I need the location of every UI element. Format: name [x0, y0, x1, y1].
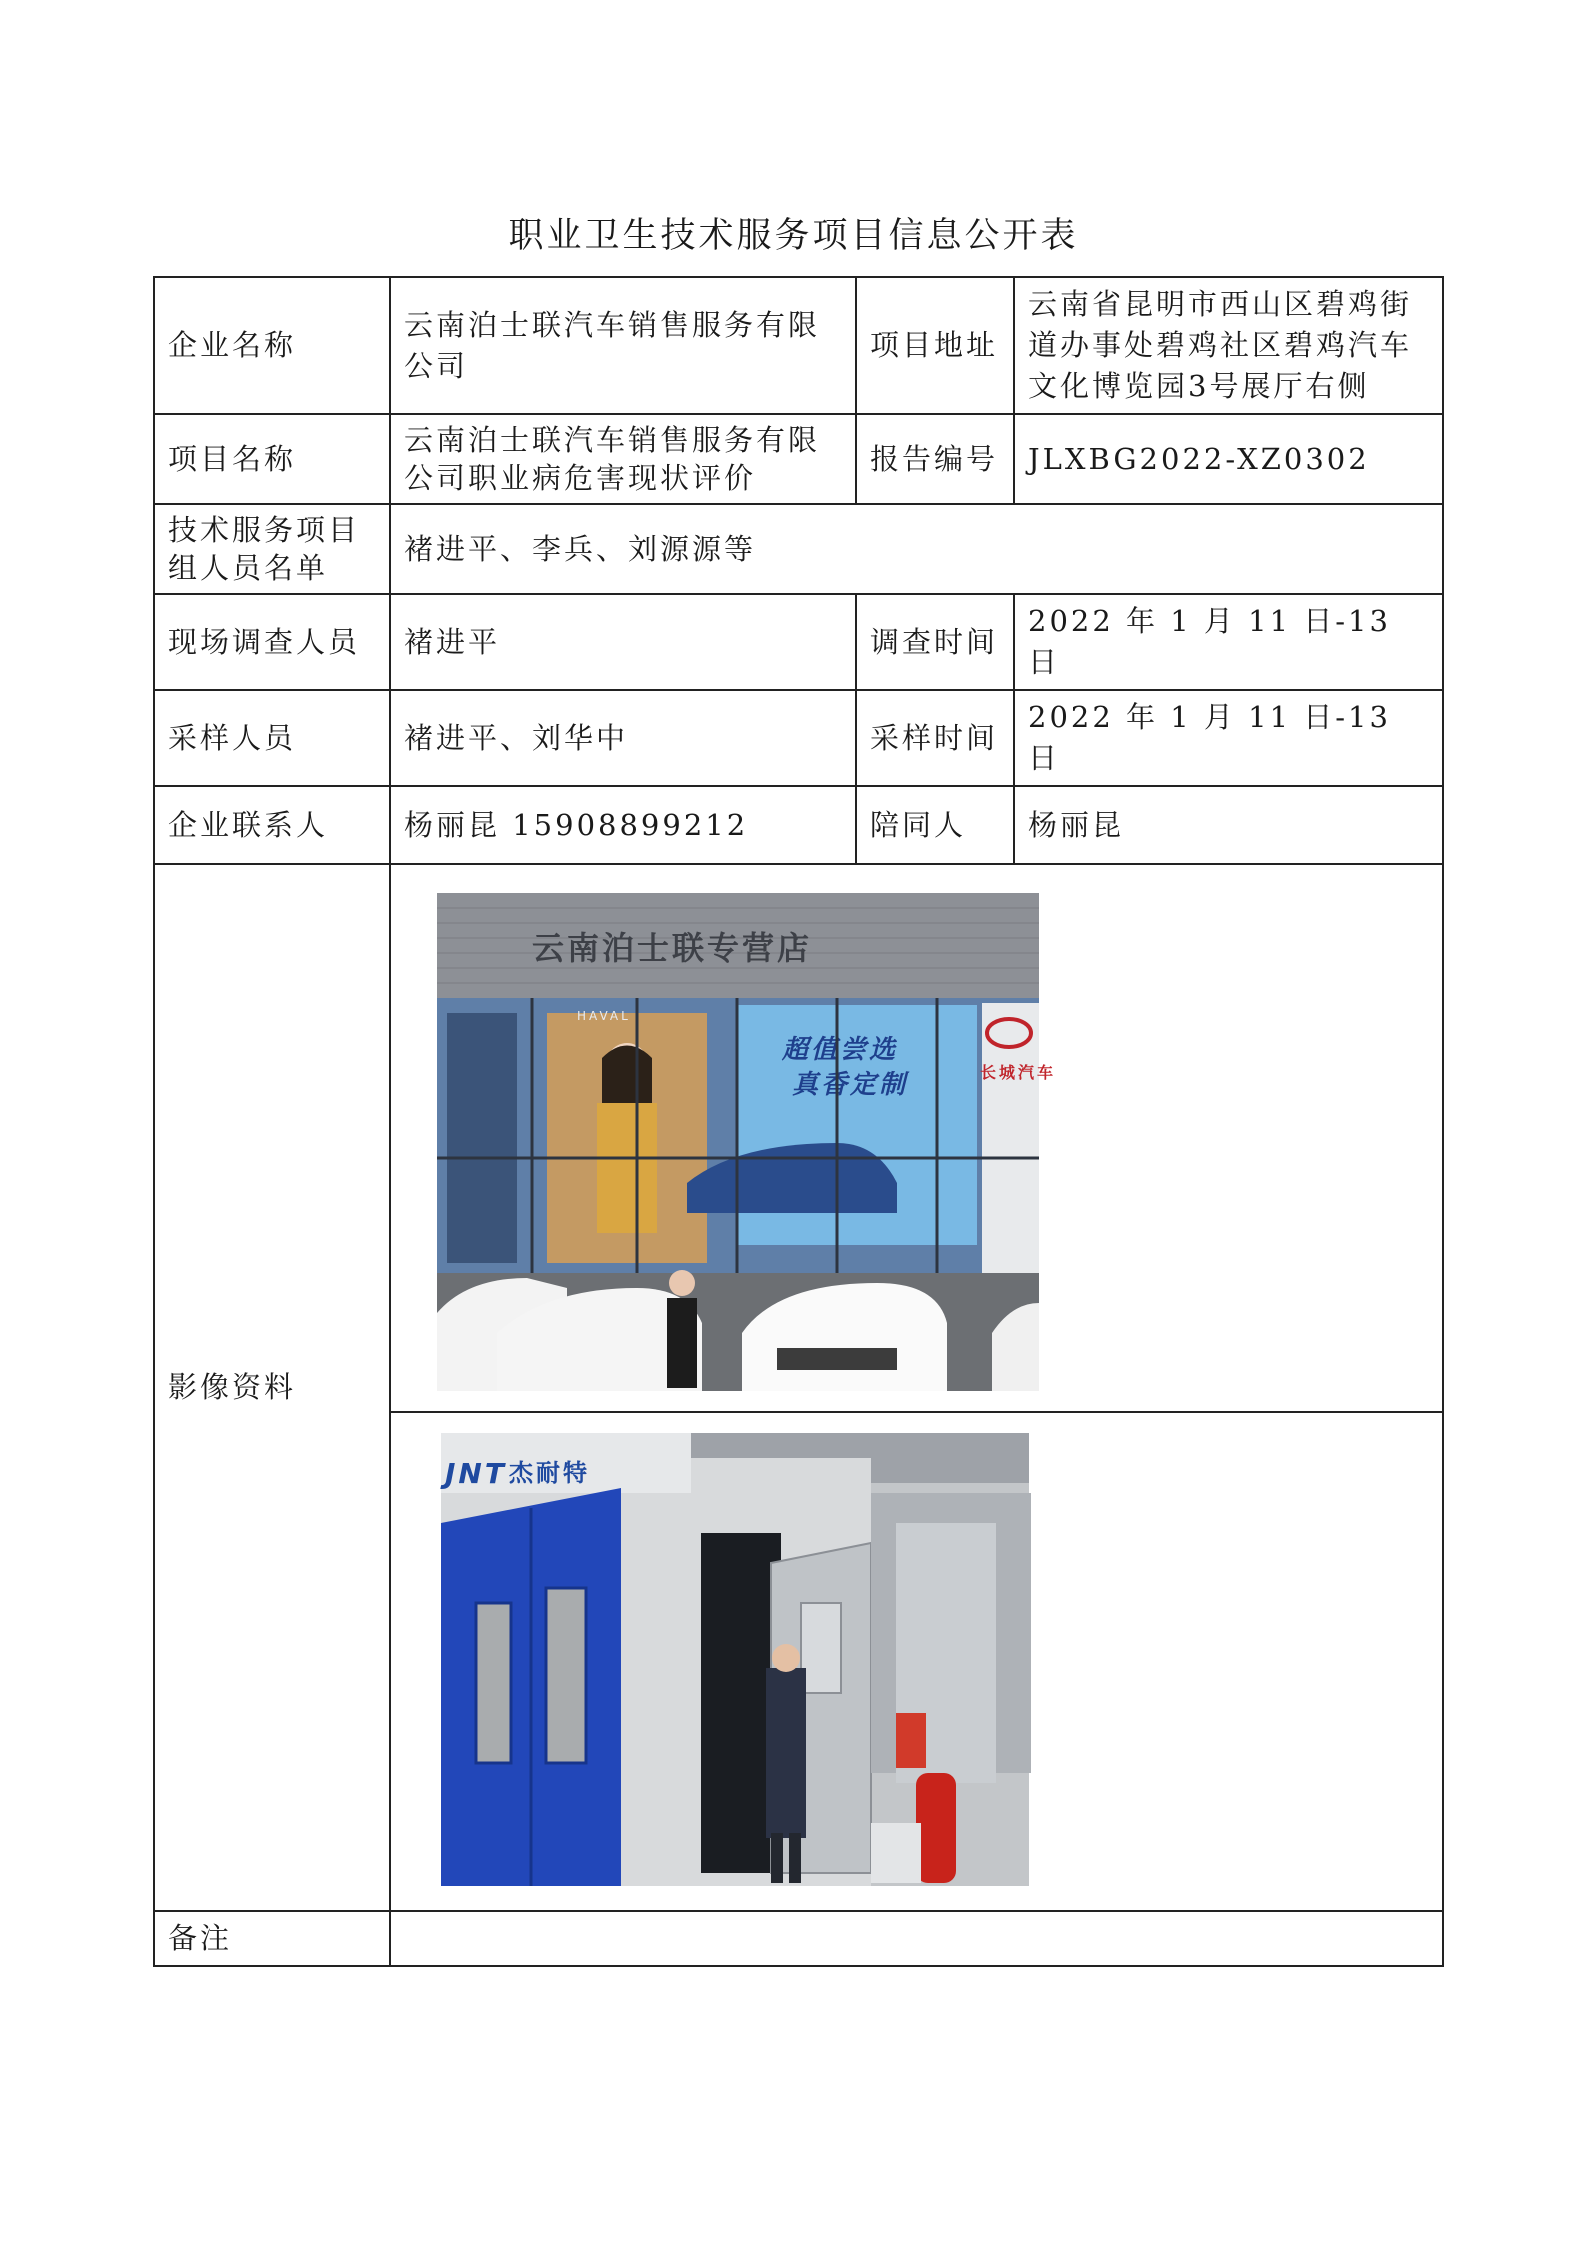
team-value: 褚进平、李兵、刘源源等	[390, 504, 1443, 594]
project-address-value: 云南省昆明市西山区碧鸡街道办事处碧鸡社区碧鸡汽车文化博览园3号展厅右侧	[1014, 277, 1443, 414]
survey-time-label: 调查时间	[856, 594, 1014, 690]
table-row	[154, 594, 1443, 690]
table-row	[154, 690, 1443, 786]
table-row	[154, 414, 1443, 504]
survey-time-value: 2022 年 1 月 11 日-13 日	[1014, 594, 1443, 690]
slogan-2: 真香定制	[792, 1070, 909, 1100]
spray-booth-photo	[441, 1433, 1029, 1886]
escort-value: 杨丽昆	[1014, 786, 1443, 864]
team-label: 技术服务项目组人员名单	[154, 504, 390, 594]
survey-staff-value: 褚进平	[390, 594, 856, 690]
remarks-value	[390, 1911, 1443, 1966]
survey-staff-label: 现场调查人员	[154, 594, 390, 690]
dealer-tag: 长城汽车	[980, 1063, 1057, 1082]
booth-logo: JNT	[445, 1457, 507, 1490]
slogan-1: 超值尝选	[782, 1035, 899, 1065]
enterprise-name-label: 企业名称	[154, 277, 390, 414]
escort-label: 陪同人	[856, 786, 1014, 864]
project-name-label: 项目名称	[154, 414, 390, 504]
sampling-time-value: 2022 年 1 月 11 日-13 日	[1014, 690, 1443, 786]
report-no-value: JLXBG2022-XZ0302	[1014, 414, 1443, 504]
storefront-photo-cell	[390, 864, 1443, 1412]
table-row	[154, 786, 1443, 864]
table-row	[154, 504, 1443, 594]
sampling-staff-label: 采样人员	[154, 690, 390, 786]
table-row	[154, 864, 1443, 1412]
brand-haval: HAVAL	[577, 1009, 631, 1023]
report-no-label: 报告编号	[856, 414, 1014, 504]
contact-label: 企业联系人	[154, 786, 390, 864]
storefront-photo	[437, 893, 1057, 1391]
page-title: 职业卫生技术服务项目信息公开表	[508, 216, 1079, 256]
spray-booth-photo-cell	[390, 1412, 1443, 1911]
project-name-value: 云南泊士联汽车销售服务有限公司职业病危害现状评价	[390, 414, 856, 504]
remarks-label: 备注	[154, 1911, 390, 1966]
info-table	[153, 276, 1444, 1967]
images-label: 影像资料	[154, 864, 390, 1911]
enterprise-name-value: 云南泊士联汽车销售服务有限公司	[390, 277, 856, 414]
project-address-label: 项目地址	[856, 277, 1014, 414]
sampling-time-label: 采样时间	[856, 690, 1014, 786]
table-row	[154, 277, 1443, 414]
booth-brand-name: 杰耐特	[509, 1459, 590, 1487]
storefront-sign: 云南泊士联专营店	[532, 929, 813, 967]
sampling-staff-value: 褚进平、刘华中	[390, 690, 856, 786]
table-row	[154, 1911, 1443, 1966]
contact-value: 杨丽昆 15908899212	[390, 786, 856, 864]
